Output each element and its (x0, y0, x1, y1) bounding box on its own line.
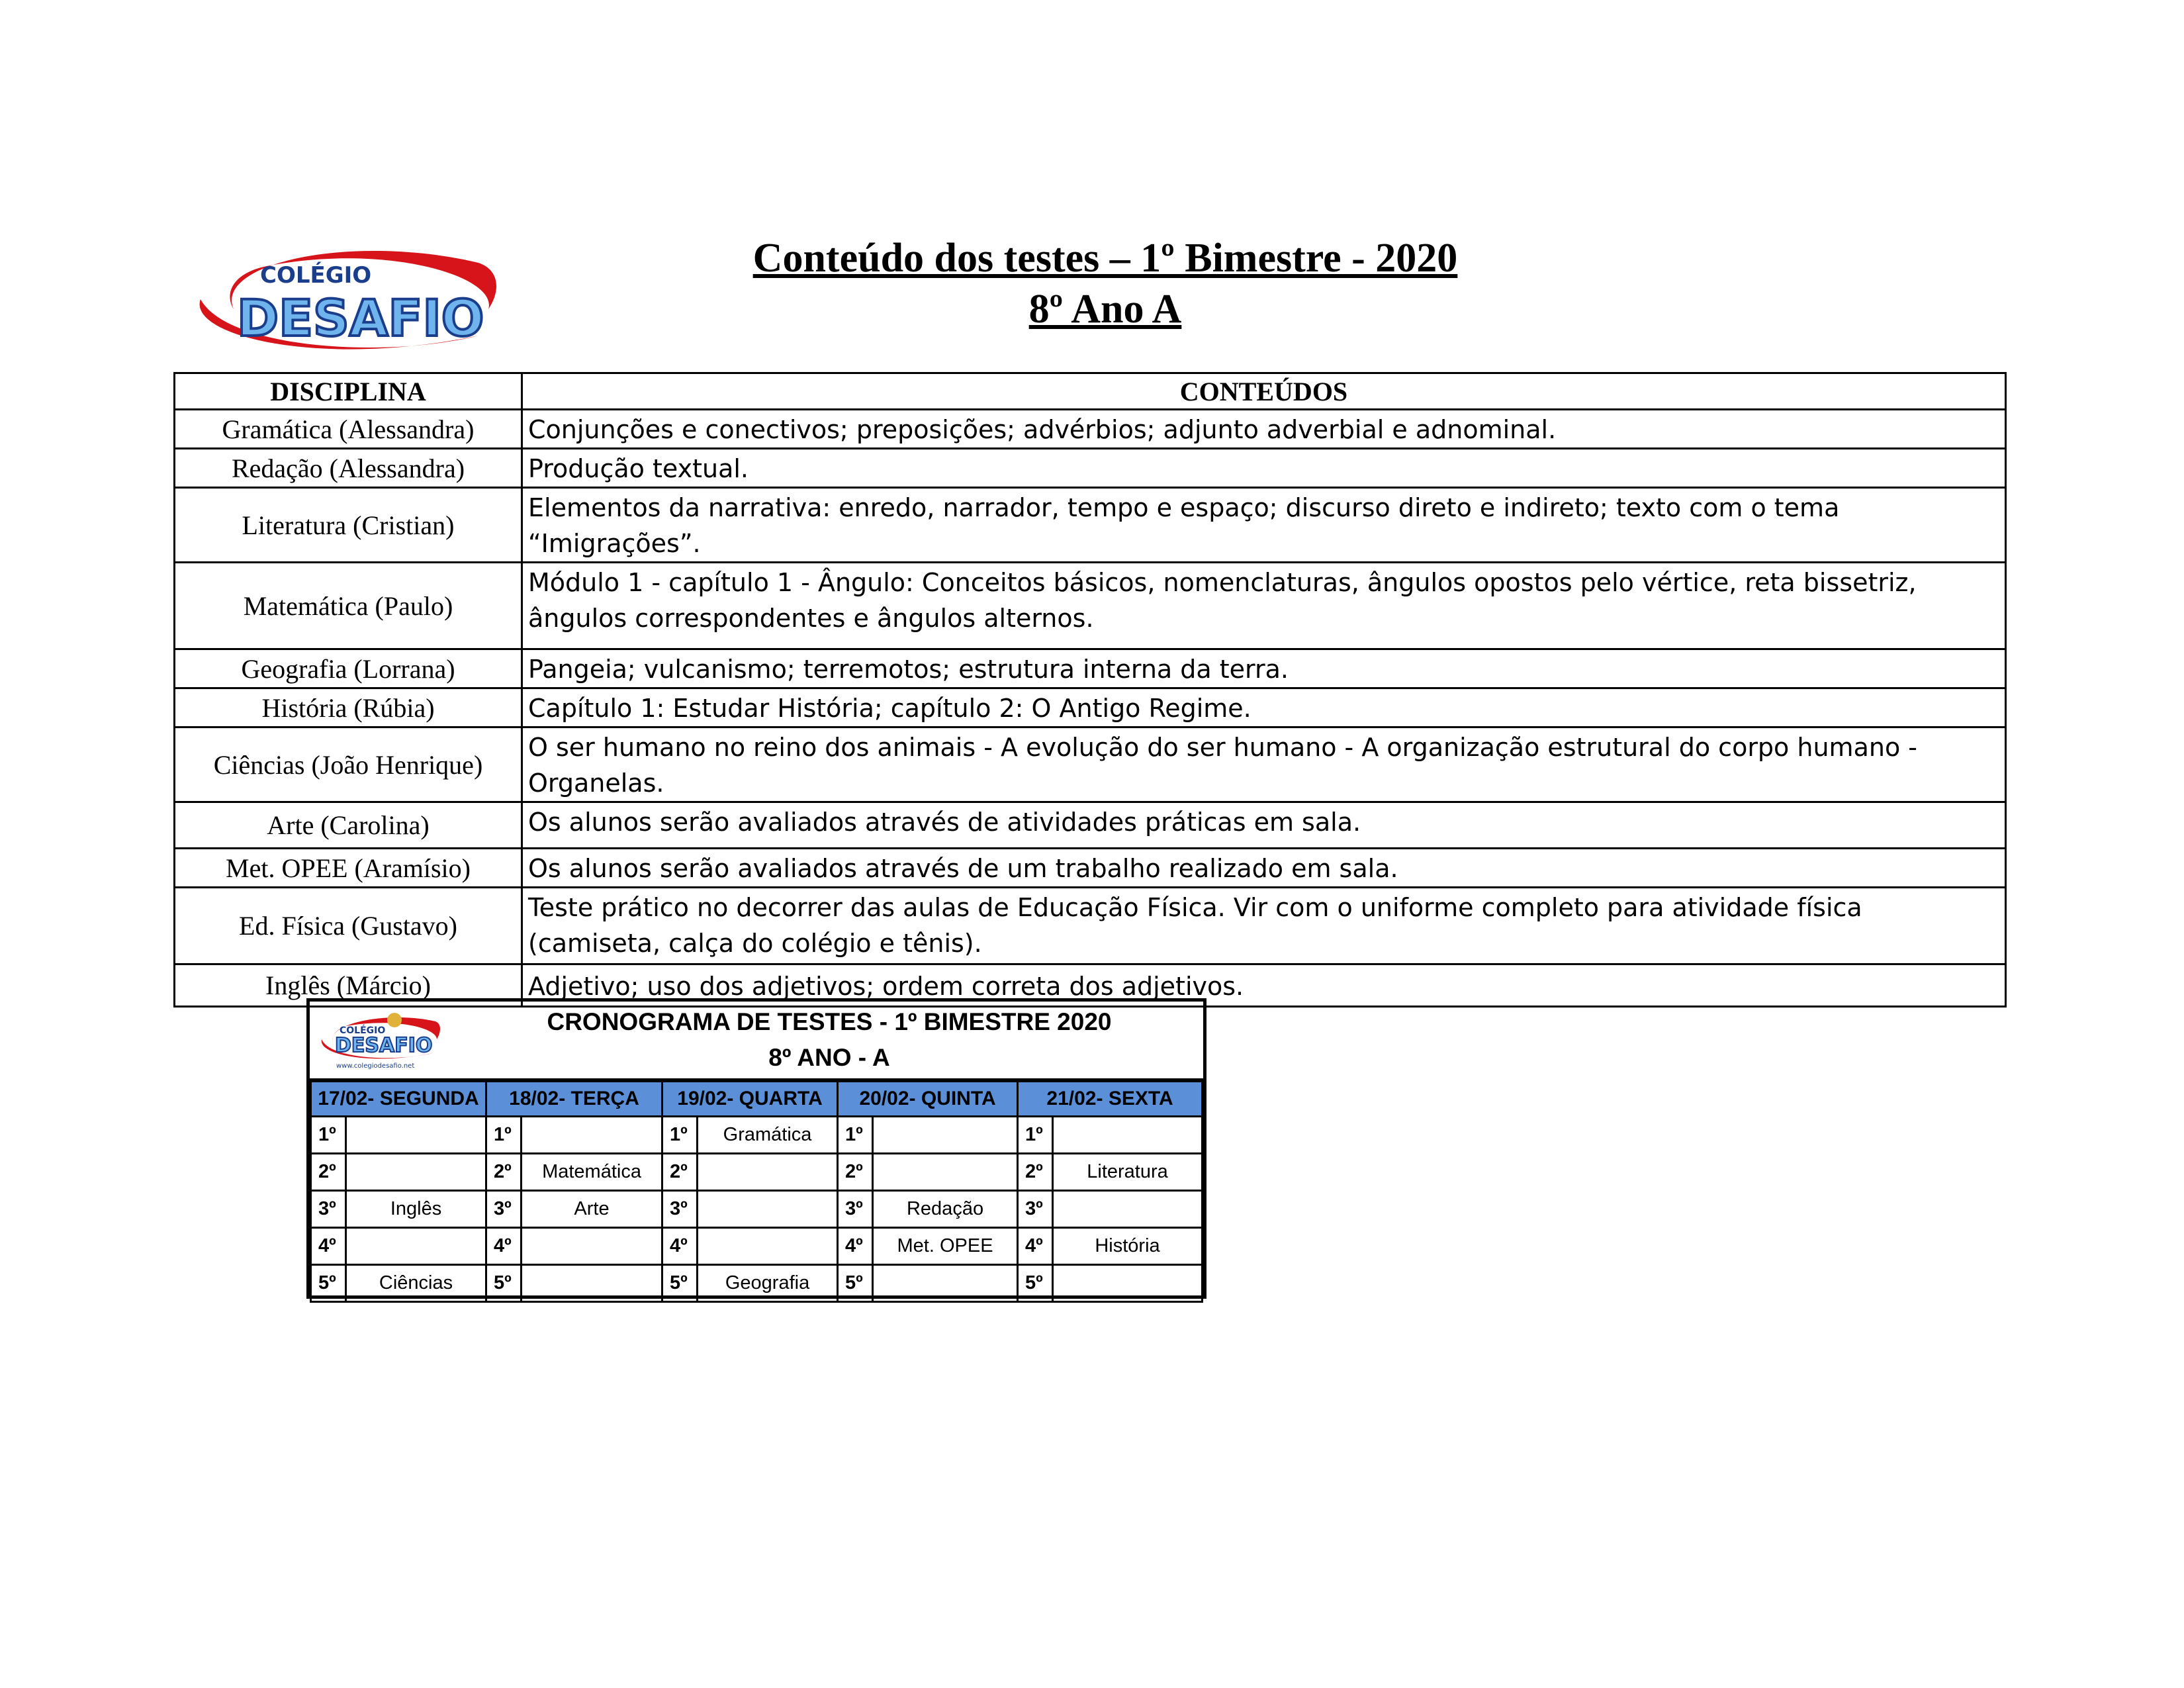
discipline-cell: História (Rúbia) (175, 688, 522, 727)
day-header: 21/02- SEXTA (1018, 1082, 1203, 1117)
day-header: 19/02- QUARTA (662, 1082, 838, 1117)
slot-number: 1º (1018, 1117, 1053, 1154)
slot-number: 1º (486, 1117, 522, 1154)
discipline-cell: Ciências (João Henrique) (175, 727, 522, 802)
logo-website: www.colegiodesafio.net (336, 1062, 415, 1070)
contents-cell: Adjetivo; uso dos adjetivos; ordem correta dos adjetivos. (522, 964, 2006, 1007)
schedule-cell (522, 1228, 662, 1265)
day-header: 17/02- SEGUNDA (311, 1082, 486, 1117)
schedule-cell (698, 1191, 838, 1228)
table-row (175, 849, 2006, 888)
contents-cell: Elementos da narrativa: enredo, narrador, tempo e espaço; discurso direto e indireto; texto com o tema “Imigrações”. (522, 488, 2006, 563)
schedule-cell: História (1053, 1228, 1203, 1265)
slot-number: 3º (486, 1191, 522, 1228)
discipline-cell: Geografia (Lorrana) (175, 649, 522, 688)
discipline-cell: Literatura (Cristian) (175, 488, 522, 563)
discipline-cell: Matemática (Paulo) (175, 563, 522, 649)
schedule-cell (522, 1117, 662, 1154)
schedule-cell: Geografia (698, 1265, 838, 1302)
test-schedule (306, 998, 1206, 1299)
slot-row (311, 1117, 1203, 1154)
slot-row (311, 1154, 1203, 1191)
discipline-cell: Arte (Carolina) (175, 802, 522, 849)
svg-text:DESAFIO: DESAFIO (335, 1034, 433, 1057)
slot-number: 2º (311, 1154, 346, 1191)
day-header-row (311, 1082, 1203, 1117)
svg-text:COLÉGIO: COLÉGIO (340, 1025, 386, 1036)
slot-number: 1º (838, 1117, 873, 1154)
table-row (175, 488, 2006, 563)
discipline-cell: Gramática (Alessandra) (175, 410, 522, 449)
schedule-subtitle: 8º ANO - A (768, 1044, 890, 1071)
discipline-cell: Ed. Física (Gustavo) (175, 888, 522, 964)
slot-number: 5º (1018, 1265, 1053, 1302)
day-header: 18/02- TERÇA (486, 1082, 662, 1117)
school-logo (187, 236, 502, 365)
slot-number: 4º (1018, 1228, 1053, 1265)
schedule-cell (873, 1154, 1018, 1191)
schedule-cell: Ciências (346, 1265, 486, 1302)
slot-number: 3º (662, 1191, 698, 1228)
schedule-cell (1053, 1265, 1203, 1302)
slot-number: 4º (486, 1228, 522, 1265)
schedule-cell: Redação (873, 1191, 1018, 1228)
contents-table (173, 372, 2007, 1008)
schedule-cell (698, 1154, 838, 1191)
table-row (175, 649, 2006, 688)
schedule-header (310, 1002, 1203, 1080)
schedule-cell (346, 1154, 486, 1191)
slot-number: 2º (662, 1154, 698, 1191)
logo-text-top: COLÉGIO (260, 262, 372, 289)
table-row (175, 563, 2006, 649)
contents-cell: Conjunções e conectivos; preposições; advérbios; adjunto adverbial e adnominal. (522, 410, 2006, 449)
schedule-grid (310, 1080, 1203, 1303)
schedule-cell: Gramática (698, 1117, 838, 1154)
contents-cell: Teste prático no decorrer das aulas de Educação Física. Vir com o uniforme completo para atividade física (camiseta, calça do colégio e tênis). (522, 888, 2006, 964)
slot-number: 5º (838, 1265, 873, 1302)
document-subtitle: 8º Ano A (1028, 287, 1182, 332)
contents-cell: Módulo 1 - capítulo 1 - Ângulo: Conceitos básicos, nomenclaturas, ângulos opostos pelo vértice, reta bissetriz, ângulos correspondentes e ângulos alternos. (522, 563, 2006, 649)
column-header-contents: CONTEÚDOS (522, 373, 2006, 410)
schedule-cell (1053, 1191, 1203, 1228)
schedule-cell (1053, 1117, 1203, 1154)
contents-cell: Pangeia; vulcanismo; terremotos; estrutura interna da terra. (522, 649, 2006, 688)
discipline-cell: Met. OPEE (Aramísio) (175, 849, 522, 888)
table-row (175, 888, 2006, 964)
slot-number: 5º (486, 1265, 522, 1302)
schedule-cell: Inglês (346, 1191, 486, 1228)
contents-cell: Os alunos serão avaliados através de atividades práticas em sala. (522, 802, 2006, 849)
contents-cell: O ser humano no reino dos animais - A evolução do ser humano - A organização estrutural do corpo humano - Organelas. (522, 727, 2006, 802)
slot-number: 3º (1018, 1191, 1053, 1228)
slot-number: 5º (662, 1265, 698, 1302)
document-title: Conteúdo dos testes – 1º Bimestre - 2020 (752, 236, 1458, 281)
discipline-cell: Inglês (Márcio) (175, 964, 522, 1007)
table-row (175, 410, 2006, 449)
column-header-discipline: DISCIPLINA (175, 373, 522, 410)
schedule-cell (346, 1117, 486, 1154)
slot-number: 4º (838, 1228, 873, 1265)
table-row (175, 802, 2006, 849)
slot-number: 5º (311, 1265, 346, 1302)
document-header (556, 233, 1655, 335)
slot-number: 3º (311, 1191, 346, 1228)
schedule-cell: Matemática (522, 1154, 662, 1191)
schedule-cell (873, 1265, 1018, 1302)
slot-row (311, 1265, 1203, 1302)
slot-number: 4º (662, 1228, 698, 1265)
slot-number: 2º (486, 1154, 522, 1191)
schedule-cell (873, 1117, 1018, 1154)
schedule-cell (698, 1228, 838, 1265)
schedule-cell: Met. OPEE (873, 1228, 1018, 1265)
schedule-cell (522, 1265, 662, 1302)
slot-number: 1º (311, 1117, 346, 1154)
day-header: 20/02- QUINTA (838, 1082, 1018, 1117)
table-header-row (175, 373, 2006, 410)
schedule-cell: Literatura (1053, 1154, 1203, 1191)
contents-cell: Capítulo 1: Estudar História; capítulo 2: O Antigo Regime. (522, 688, 2006, 727)
slot-number: 2º (1018, 1154, 1053, 1191)
logo-text-main: DESAFIO (237, 289, 484, 348)
schedule-title: CRONOGRAMA DE TESTES - 1º BIMESTRE 2020 (547, 1008, 1112, 1035)
table-row (175, 727, 2006, 802)
discipline-cell: Redação (Alessandra) (175, 449, 522, 488)
contents-cell: Os alunos serão avaliados através de um trabalho realizado em sala. (522, 849, 2006, 888)
slot-row (311, 1228, 1203, 1265)
slot-number: 3º (838, 1191, 873, 1228)
slot-number: 4º (311, 1228, 346, 1265)
school-logo-small (316, 1009, 442, 1070)
slot-number: 1º (662, 1117, 698, 1154)
table-row (175, 449, 2006, 488)
slot-number: 2º (838, 1154, 873, 1191)
table-row (175, 688, 2006, 727)
schedule-cell: Arte (522, 1191, 662, 1228)
contents-cell: Produção textual. (522, 449, 2006, 488)
slot-row (311, 1191, 1203, 1228)
schedule-cell (346, 1228, 486, 1265)
